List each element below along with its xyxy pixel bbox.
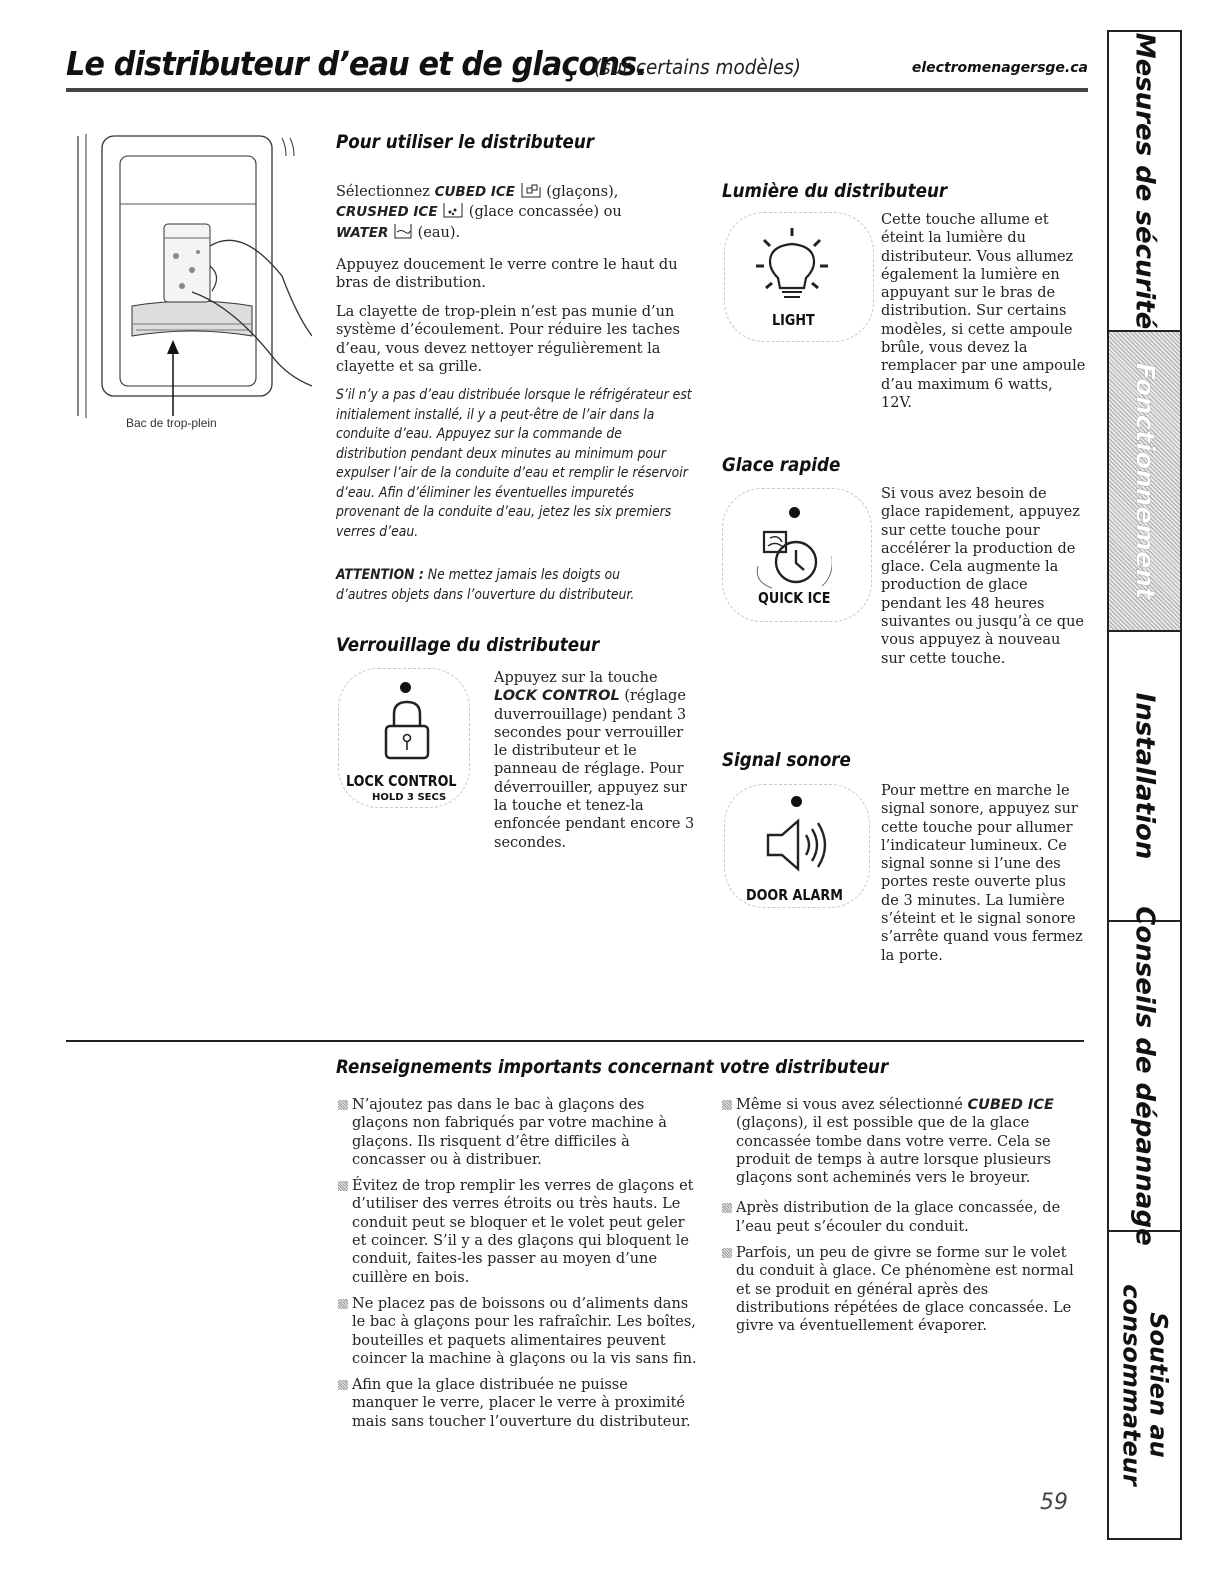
using-italic-note: S’il n’y a pas d’eau distribuée lorsque le réfrigérateur est initialement installé, il y a peut-être de l’air dans la conduite d’eau. Appuyez sur la commande de distribution pendant deux minutes au minimum pour expulser l’air de la conduite d’eau et remplir le réservoir d’eau. Afin d’éliminer les éventuelles impuretés provenant de la conduite d’eau, jetez les six premiers verres d’eau.: [336, 387, 692, 540]
door-alarm-indicator-dot: [791, 796, 802, 807]
heading-light: Lumière du distributeur: [722, 180, 948, 202]
website-link[interactable]: electromenagersge.ca: [911, 60, 1088, 76]
quick-ice-indicator-dot: [789, 507, 800, 518]
water-desc: (eau).: [417, 224, 461, 241]
info-item: [338, 1177, 698, 1287]
bullet-mark: [338, 1181, 348, 1191]
lock-icon: [380, 698, 434, 760]
quick-ice-text: Si vous avez besoin de glace rapidement, appuyez sur cette touche pour accélérer la production de glace. Cela augmente la production de glace pendant les 48 heures suivantes ou jusqu’à ce que vous appuyez à nouveau sur cette touche.: [881, 486, 1084, 667]
kw-cubed-ice: CUBED ICE: [434, 184, 516, 200]
bullet-mark: [338, 1299, 348, 1309]
bullet-mark: [722, 1203, 732, 1213]
heading-lock: Verrouillage du distributeur: [336, 634, 600, 656]
heading-using: Pour utiliser le distributeur: [336, 131, 595, 153]
light-label: LIGHT: [772, 311, 815, 329]
info-list-right: [722, 1096, 1086, 1344]
section-divider: [66, 1040, 1084, 1042]
heading-important-info: Renseignements importants concernant votre distributeur: [336, 1056, 889, 1078]
crushed-ice-desc: (glace concassée) ou: [468, 204, 622, 221]
info-item-text: N’ajoutez pas dans le bac à glaçons des glaçons non fabriqués par votre machine à glaçons. Ils risquent d’être difficiles à concasser ou à distribuer.: [352, 1097, 667, 1168]
speaker-icon: [764, 815, 834, 875]
page-number: 59: [1040, 1490, 1068, 1515]
info-item-text: Ne placez pas de boissons ou d’aliments dans le bac à glaçons pour les rafraîchir. Les boîtes, bouteilles et paquets alimentaires peuvent coincer la machine à glaçons ou la vis sans fin.: [352, 1295, 697, 1367]
illustration-caption: Bac de trop-plein: [126, 416, 217, 430]
tab-operation-label: Fonctionnement: [1129, 362, 1160, 600]
info-item-text-pre: Même si vous avez sélectionné: [736, 1097, 963, 1113]
bullet-mark: [722, 1100, 732, 1110]
tab-troubleshooting-label: Conseils de dépannage: [1129, 906, 1160, 1246]
info-item: [722, 1244, 1086, 1335]
tab-consumer-support-label: Soutien au consommateur: [1117, 1284, 1173, 1486]
cubed-ice-desc: (glaçons),: [546, 184, 619, 200]
quick-ice-label: QUICK ICE: [758, 589, 831, 607]
tab-safety[interactable]: [1109, 32, 1180, 332]
tab-installation-label: Installation: [1129, 692, 1160, 860]
section-tabs: [1107, 30, 1182, 1540]
info-item: [722, 1199, 1086, 1236]
page-title: Le distributeur d’eau et de glaçons.: [66, 44, 647, 83]
title-rule: [66, 88, 1088, 92]
quick-ice-icon: [752, 526, 832, 592]
info-item-text: Parfois, un peu de givre se forme sur le volet du conduit à glace. Ce phénomène est normal et se produit en général après des distributions répétées de glace concassée. Le givre va éventuellement évaporer.: [736, 1245, 1074, 1335]
tab-consumer-support[interactable]: [1109, 1232, 1180, 1538]
info-list-left: [338, 1096, 698, 1439]
info-item-text: Après distribution de la glace concassée, de l’eau peut s’écouler du conduit.: [736, 1200, 1061, 1235]
kw-water: WATER: [336, 224, 389, 241]
using-p2: Appuyez doucement le verre contre le haut du bras de distribution.: [336, 257, 678, 292]
water-icon: [393, 222, 413, 240]
lock-control-label: LOCK CONTROL: [346, 772, 457, 790]
lock-text: [494, 669, 698, 852]
info-item: [338, 1096, 698, 1169]
info-item-text: Évitez de trop remplir les verres de glaçons et d’utiliser des verres étroits ou très hauts. Le conduit peut se bloquer et le volet peut geler et coincer. S’il y a des glaçons qui bloquent le conduit, faites-les passer au moyen d’une cuillère en bois.: [352, 1178, 694, 1286]
kw-cubed-ice-info: CUBED ICE: [967, 1097, 1054, 1113]
tab-troubleshooting[interactable]: [1109, 906, 1180, 1246]
alarm-text: Pour mettre en marche le signal sonore, appuyez sur cette touche pour allumer l’indicateur lumineux. Ce signal sonne si l’une des portes reste ouverte plus de 3 minutes. La lumière s’éteint et le signal sonore s’arrête quand vous fermez la porte.: [881, 783, 1083, 964]
info-item: [338, 1376, 698, 1431]
light-text: Cette touche allume et éteint la lumière du distributeur. Vous allumez également la lumière en appuyant sur le bras de distribution. Sur certains modèles, si cette ampoule brûle, vous devez la remplacer par une ampoule d’au maximum 6 watts, 12V.: [881, 212, 1086, 411]
dispenser-illustration: [72, 126, 312, 426]
crushed-ice-icon: [442, 201, 464, 219]
tab-operation[interactable]: [1109, 332, 1180, 632]
tab-installation[interactable]: [1109, 632, 1180, 922]
lock-hold-label: HOLD 3 SECS: [372, 792, 447, 803]
heading-alarm: Signal sonore: [722, 749, 851, 771]
info-item: [722, 1096, 1086, 1187]
tab-safety-label: Mesures de sécurité: [1129, 32, 1160, 330]
kw-crushed-ice: CRUSHED ICE: [336, 204, 438, 221]
bullet-mark: [338, 1100, 348, 1110]
page-header: [66, 44, 1088, 104]
lock-indicator-dot: [400, 682, 411, 693]
info-item: [338, 1295, 698, 1368]
light-bulb-icon: [752, 226, 832, 312]
lock-text-post: (réglage duverrouillage) pendant 3 secondes pour verrouiller le distributeur et le panneau de réglage. Pour déverrouiller, appuyez sur la touche et tenez-la enfoncée pendant encore 3 secondes.: [494, 688, 695, 851]
using-intro-pre: Sélectionnez: [336, 184, 430, 200]
info-item-text-post: (glaçons), il est possible que de la glace concassée tombe dans votre verre. Cela se produit de temps à autre lorsque plusieurs glaçons sont acheminés vers le broyeur.: [736, 1115, 1051, 1187]
page-subtitle: (sur certains modèles): [594, 55, 801, 79]
using-p3: La clayette de trop-plein n’est pas munie d’un système d’écoulement. Pour réduire les taches d’eau, vous devez nettoyer régulièrement la clayette et sa grille.: [336, 304, 680, 375]
attention-text: Ne mettez jamais les doigts ou d’autres objets dans l’ouverture du distributeur.: [336, 567, 635, 603]
using-intro: [336, 181, 696, 242]
attention-label: ATTENTION :: [336, 567, 424, 583]
door-alarm-label: DOOR ALARM: [746, 886, 843, 904]
bullet-mark: [338, 1380, 348, 1390]
lock-text-pre: Appuyez sur la touche: [494, 670, 658, 686]
bullet-mark: [722, 1248, 732, 1258]
heading-quick-ice: Glace rapide: [722, 454, 841, 476]
using-attention: [336, 566, 660, 605]
info-item-text: Afin que la glace distribuée ne puisse manquer le verre, placer le verre à proximité mais sans toucher l’ouverture du distributeur.: [352, 1377, 691, 1430]
cubed-ice-icon: [520, 181, 542, 199]
kw-lock-control: LOCK CONTROL: [494, 688, 620, 705]
